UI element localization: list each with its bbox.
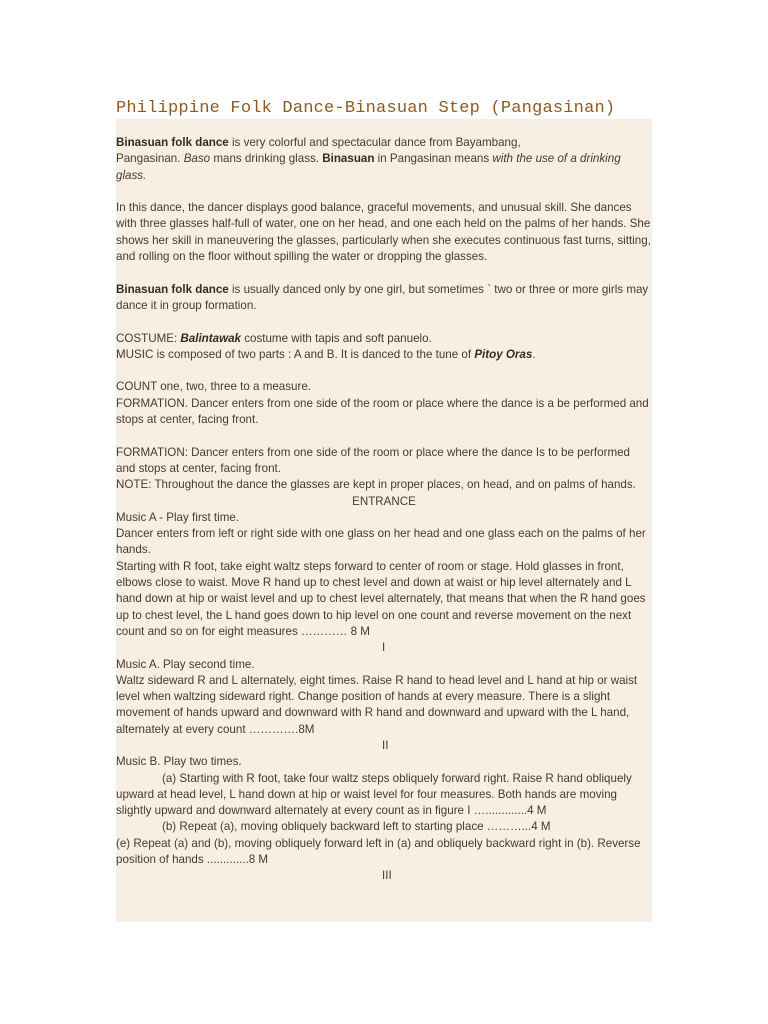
group-bold: Binasuan folk dance	[116, 282, 229, 296]
music-end: .	[532, 347, 536, 361]
formation-paragraph-1: FORMATION. Dancer enters from one side of the room or place where the dance is a be performed and stops at center, facing front.	[116, 396, 649, 427]
intro-bold-1: Binasuan folk dance	[116, 136, 229, 149]
group-paragraph	[116, 282, 652, 315]
figure-2-music: Music B. Play two times.	[116, 755, 242, 769]
count-line: COUNT one, two, three to a measure.	[116, 380, 312, 394]
music-line	[116, 347, 652, 363]
content-panel	[116, 119, 652, 922]
costume-line	[116, 331, 652, 347]
costume-text: costume with tapis and soft panuelo.	[241, 331, 432, 345]
entrance-paragraph-2: Starting with R foot, take eight waltz steps forward to center of room or stage. Hold glasses in front, elbows close to waist. Move R hand up to chest level and down at waist or hip level alternately and L hand down at hip or waist level and up to chest level alternately, that means that when the R hand goes up to chest level, the L hand goes down to hip level on one count and reverse movement on the next count and so on for eight measures ………… 8 M	[116, 559, 646, 638]
formation-paragraph-2: FORMATION: Dancer enters from one side of the room or place where the dance Is to be performed and stops at center, facing front.	[116, 445, 631, 475]
music-tune: Pitoy Oras	[474, 347, 533, 361]
article-body	[116, 135, 652, 885]
note-paragraph: NOTE: Throughout the dance the glasses are kept in proper places, on head, and on palms of hands.	[116, 478, 636, 492]
entrance-paragraph-1: Dancer enters from left or right side with one glass on her head and one glass each on the palms of her hands.	[116, 527, 646, 557]
page-title: Philippine Folk Dance-Binasuan Step (Pangasinan)	[116, 99, 616, 118]
intro-bold-2: Binasuan	[322, 152, 375, 166]
entrance-music: Music A - Play first time.	[116, 510, 240, 524]
intro-text-3: mans drinking glass.	[210, 152, 323, 166]
figure-2-heading: II	[382, 738, 389, 752]
intro-italic-1: Baso	[183, 152, 211, 166]
figure-1-paragraph: Waltz sideward R and L alternately, eight times. Raise R hand to head level and L hand at hip or waist level when waltzing sideward right. Change position of hands at every measure. There is a slight movement of hands upward and downward with R hand and downward and upward with the L hand, alternately at every count ………….8M	[116, 673, 638, 736]
group-text: is usually danced only by one girl, but sometimes ` two or three or more girls may dance it in group formation.	[116, 282, 649, 312]
intro-paragraph	[116, 135, 652, 184]
intro-text-1: is very colorful and spectacular dance from Bayambang,	[228, 136, 521, 149]
figure-2-part-a: (a) Starting with R foot, take four waltz steps obliquely forward right. Raise R hand obliquely upward at head level, L hand down at hip or waist level for four measures. Both hands are moving slightly upward and downward alternately at every count as in figure I ….............4 M	[116, 771, 632, 818]
costume-label: COSTUME:	[116, 331, 181, 345]
figure-3-heading: III	[382, 869, 392, 883]
music-text: MUSIC is composed of two parts : A and B. It is danced to the tune of	[116, 347, 475, 361]
costume-name: Balintawak	[180, 331, 241, 345]
description-paragraph: In this dance, the dancer displays good balance, graceful movements, and unusual skill. She dances with three glasses half-full of water, one on her head, and one each held on the palms of her hands. She shows her skill in maneuvering the glasses, particularly when she executes continuous fast turns, sitting, and rolling on the floor without spilling the water or dropping the glasses.	[116, 201, 651, 264]
intro-italic-2: with the use of a drinking glass.	[116, 152, 621, 182]
figure-1-music: Music A. Play second time.	[116, 657, 255, 671]
figure-2-part-e: (e) Repeat (a) and (b), moving obliquely forward left in (a) and obliquely backward right in (b). Reverse position of hands .............8 M	[116, 836, 641, 867]
figure-1-heading: I	[382, 641, 386, 655]
figure-2-part-b: (b) Repeat (a), moving obliquely backward left to starting place ………...4 M	[162, 820, 551, 834]
entrance-heading: ENTRANCE	[352, 494, 416, 508]
intro-text-2: Pangasinan.	[116, 152, 184, 166]
intro-text-4: in Pangasinan means	[374, 152, 493, 166]
